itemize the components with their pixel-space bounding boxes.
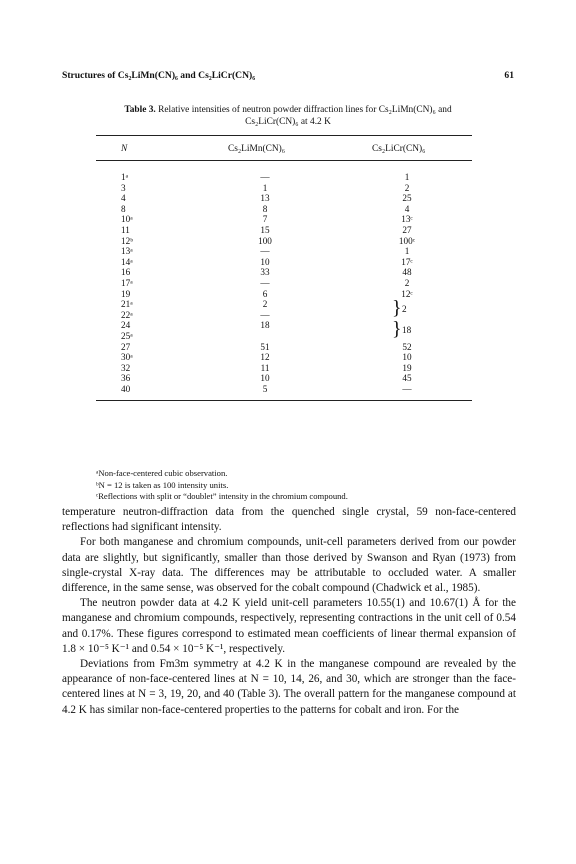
table-row [96,278,472,289]
table-row [96,236,472,247]
cell-mn: 10 [260,373,270,384]
paragraph: For both manganese and chromium compounds, unit-cell parameters derived from our powder data are slightly, but significantly, smaller than those derived by Swanson and Ryan (1973) from single-crystal X-ray data. The differences may be attributable to occluded water. A smaller difference, in the same sense, was observed for the cobalt compound (Chadwick et al., 1985). [62,536,516,595]
table-row [96,172,472,183]
running-head-title: Structures of Cs₂LiMn(CN)₆ and Cs₂LiCr(CN)₆ [62,70,256,81]
table-body [96,172,472,394]
cell-mn: 33 [260,267,270,278]
table-row [96,267,472,278]
brace-group: } [392,297,402,320]
cell-n: 32 [121,362,131,373]
cell-cr: 1 [404,172,410,182]
table-row [96,193,472,204]
cell-mn: 100 [258,235,272,246]
cell-n: 22ᵃ [121,309,133,320]
cell-n: 40 [121,383,131,394]
cell-n: 8 [121,203,126,214]
cell-n: 21ᵃ [121,299,133,310]
cell-mn: — [260,309,270,320]
table-row [96,373,472,384]
cell-cr: 13ᶜ [401,214,413,225]
table-row [96,384,472,395]
cell-mn: — [260,277,270,288]
cell-n: 13ᵃ [121,246,133,257]
cell-cr: 52 [402,341,412,352]
cell-cr: 2 [404,182,410,193]
cell-n: 24 [121,320,131,331]
cell-n: 11 [121,224,130,235]
brace-value: 18 [402,325,412,336]
cell-cr: 12ᶜ [401,288,413,299]
table-row [96,183,472,194]
cell-mn: 12 [260,352,270,363]
table-row [96,310,472,321]
table-header-rule [96,160,472,161]
footnote-b: ᵇN = 12 is taken as 100 intensity units. [96,479,229,490]
cell-mn: — [260,172,270,182]
cell-n: 4 [121,193,126,204]
table-caption-text-2: Cs₂LiCr(CN)₆ at 4.2 K [245,117,331,127]
cell-cr: 48 [402,267,412,278]
table-row [96,225,472,236]
cell-n: 16 [121,267,131,278]
cell-mn: 7 [262,214,268,225]
cell-mn: 1 [262,182,268,193]
table-row [96,299,472,310]
cell-mn: 11 [260,362,270,373]
cell-n: 12ᵇ [121,235,134,246]
cell-cr: 45 [402,373,412,384]
paragraph: Deviations from Fm3m symmetry at 4.2 K in the manganese compound are revealed by the appearance of non-face-centered lines at N = 10, 14, 26, and 30, which are stronger than the face-centered lines at N = 3, 19, 20, and 40 (Table 3). The overall pattern for the manganese compound at 4.2 K has similar non-face-centered properties to the patterns for cobalt and iron. For the [62,658,516,716]
cell-cr: 2 [404,277,410,288]
paragraph: The neutron powder data at 4.2 K yield unit-cell parameters 10.55(1) and 10.67(1) Å for the manganese and chromium compounds, respectively, representing contractions in the unit cell of 0.54 and 0.17%. These figures correspond to estimated mean coefficients of linear thermal expansion of 1.8 × 10⁻⁵ K⁻¹ and 0.54 × 10⁻⁵ K⁻¹, respectively. [62,597,516,655]
cell-mn: — [260,246,270,257]
table-row [96,342,472,353]
table-row [96,204,472,215]
cell-cr: 17ᶜ [401,256,413,267]
cell-n: 30ᵃ [121,352,133,363]
cell-mn: 18 [260,320,270,331]
page-number: 61 [504,70,514,81]
cell-n: 19 [121,288,131,299]
cell-cr: — [402,383,412,394]
table-row [96,257,472,268]
body-text [62,505,516,718]
cell-mn: 51 [260,341,270,352]
cell-mn: 13 [260,193,270,204]
brace-value: 2 [402,304,407,315]
table-row [96,363,472,374]
cell-mn: 15 [260,224,270,235]
table-row [96,320,472,331]
table-bottom-rule [96,400,472,401]
table-row [96,331,472,342]
cell-n: 14ᵃ [121,256,133,267]
table-row [96,352,472,363]
cell-n: 10ᵃ [121,214,133,225]
cell-n: 3 [121,182,126,193]
header-mn: Cs₂LiMn(CN)₆ [228,144,286,154]
cell-n: 36 [121,373,131,384]
cell-mn: 8 [262,203,268,214]
running-head [62,70,514,81]
cell-n: 17ᵃ [121,277,133,288]
table-top-rule [96,135,472,136]
table-row [96,214,472,225]
cell-cr: 1 [404,246,410,257]
cell-n: 27 [121,341,131,352]
paragraph: temperature neutron-diffraction data from the quenched single crystal, 59 non-face-centered reflections had significant intensity. [62,506,516,534]
cell-n: 1ᵃ [121,172,129,182]
header-cr: Cs₂LiCr(CN)₆ [372,144,426,154]
table-caption-text-1: Relative intensities of neutron powder diffraction lines for Cs₂LiMn(CN)₆ and [158,105,452,115]
cell-cr: 100ᶜ [398,235,416,246]
cell-n: 25ᵃ [121,330,133,341]
cell-cr: 19 [402,362,412,373]
cell-cr: 25 [402,193,412,204]
cell-cr: 27 [402,224,412,235]
cell-mn: 10 [260,256,270,267]
brace-group: } [392,318,402,341]
header-n: N [121,144,128,154]
cell-mn: 2 [262,299,268,310]
cell-mn: 5 [262,383,268,394]
table-caption-label: Table 3. [124,105,156,115]
footnote-c: ᶜReflections with split or “doublet” intensity in the chromium compound. [96,491,348,501]
cell-cr: 4 [404,203,410,214]
cell-mn: 6 [262,288,268,299]
table-caption [62,104,514,128]
table-row [96,246,472,257]
cell-cr: 10 [402,352,412,363]
table-footnotes [96,468,476,503]
footnote-a: ᵃNon-face-centered cubic observation. [96,468,228,478]
table-row [96,289,472,300]
